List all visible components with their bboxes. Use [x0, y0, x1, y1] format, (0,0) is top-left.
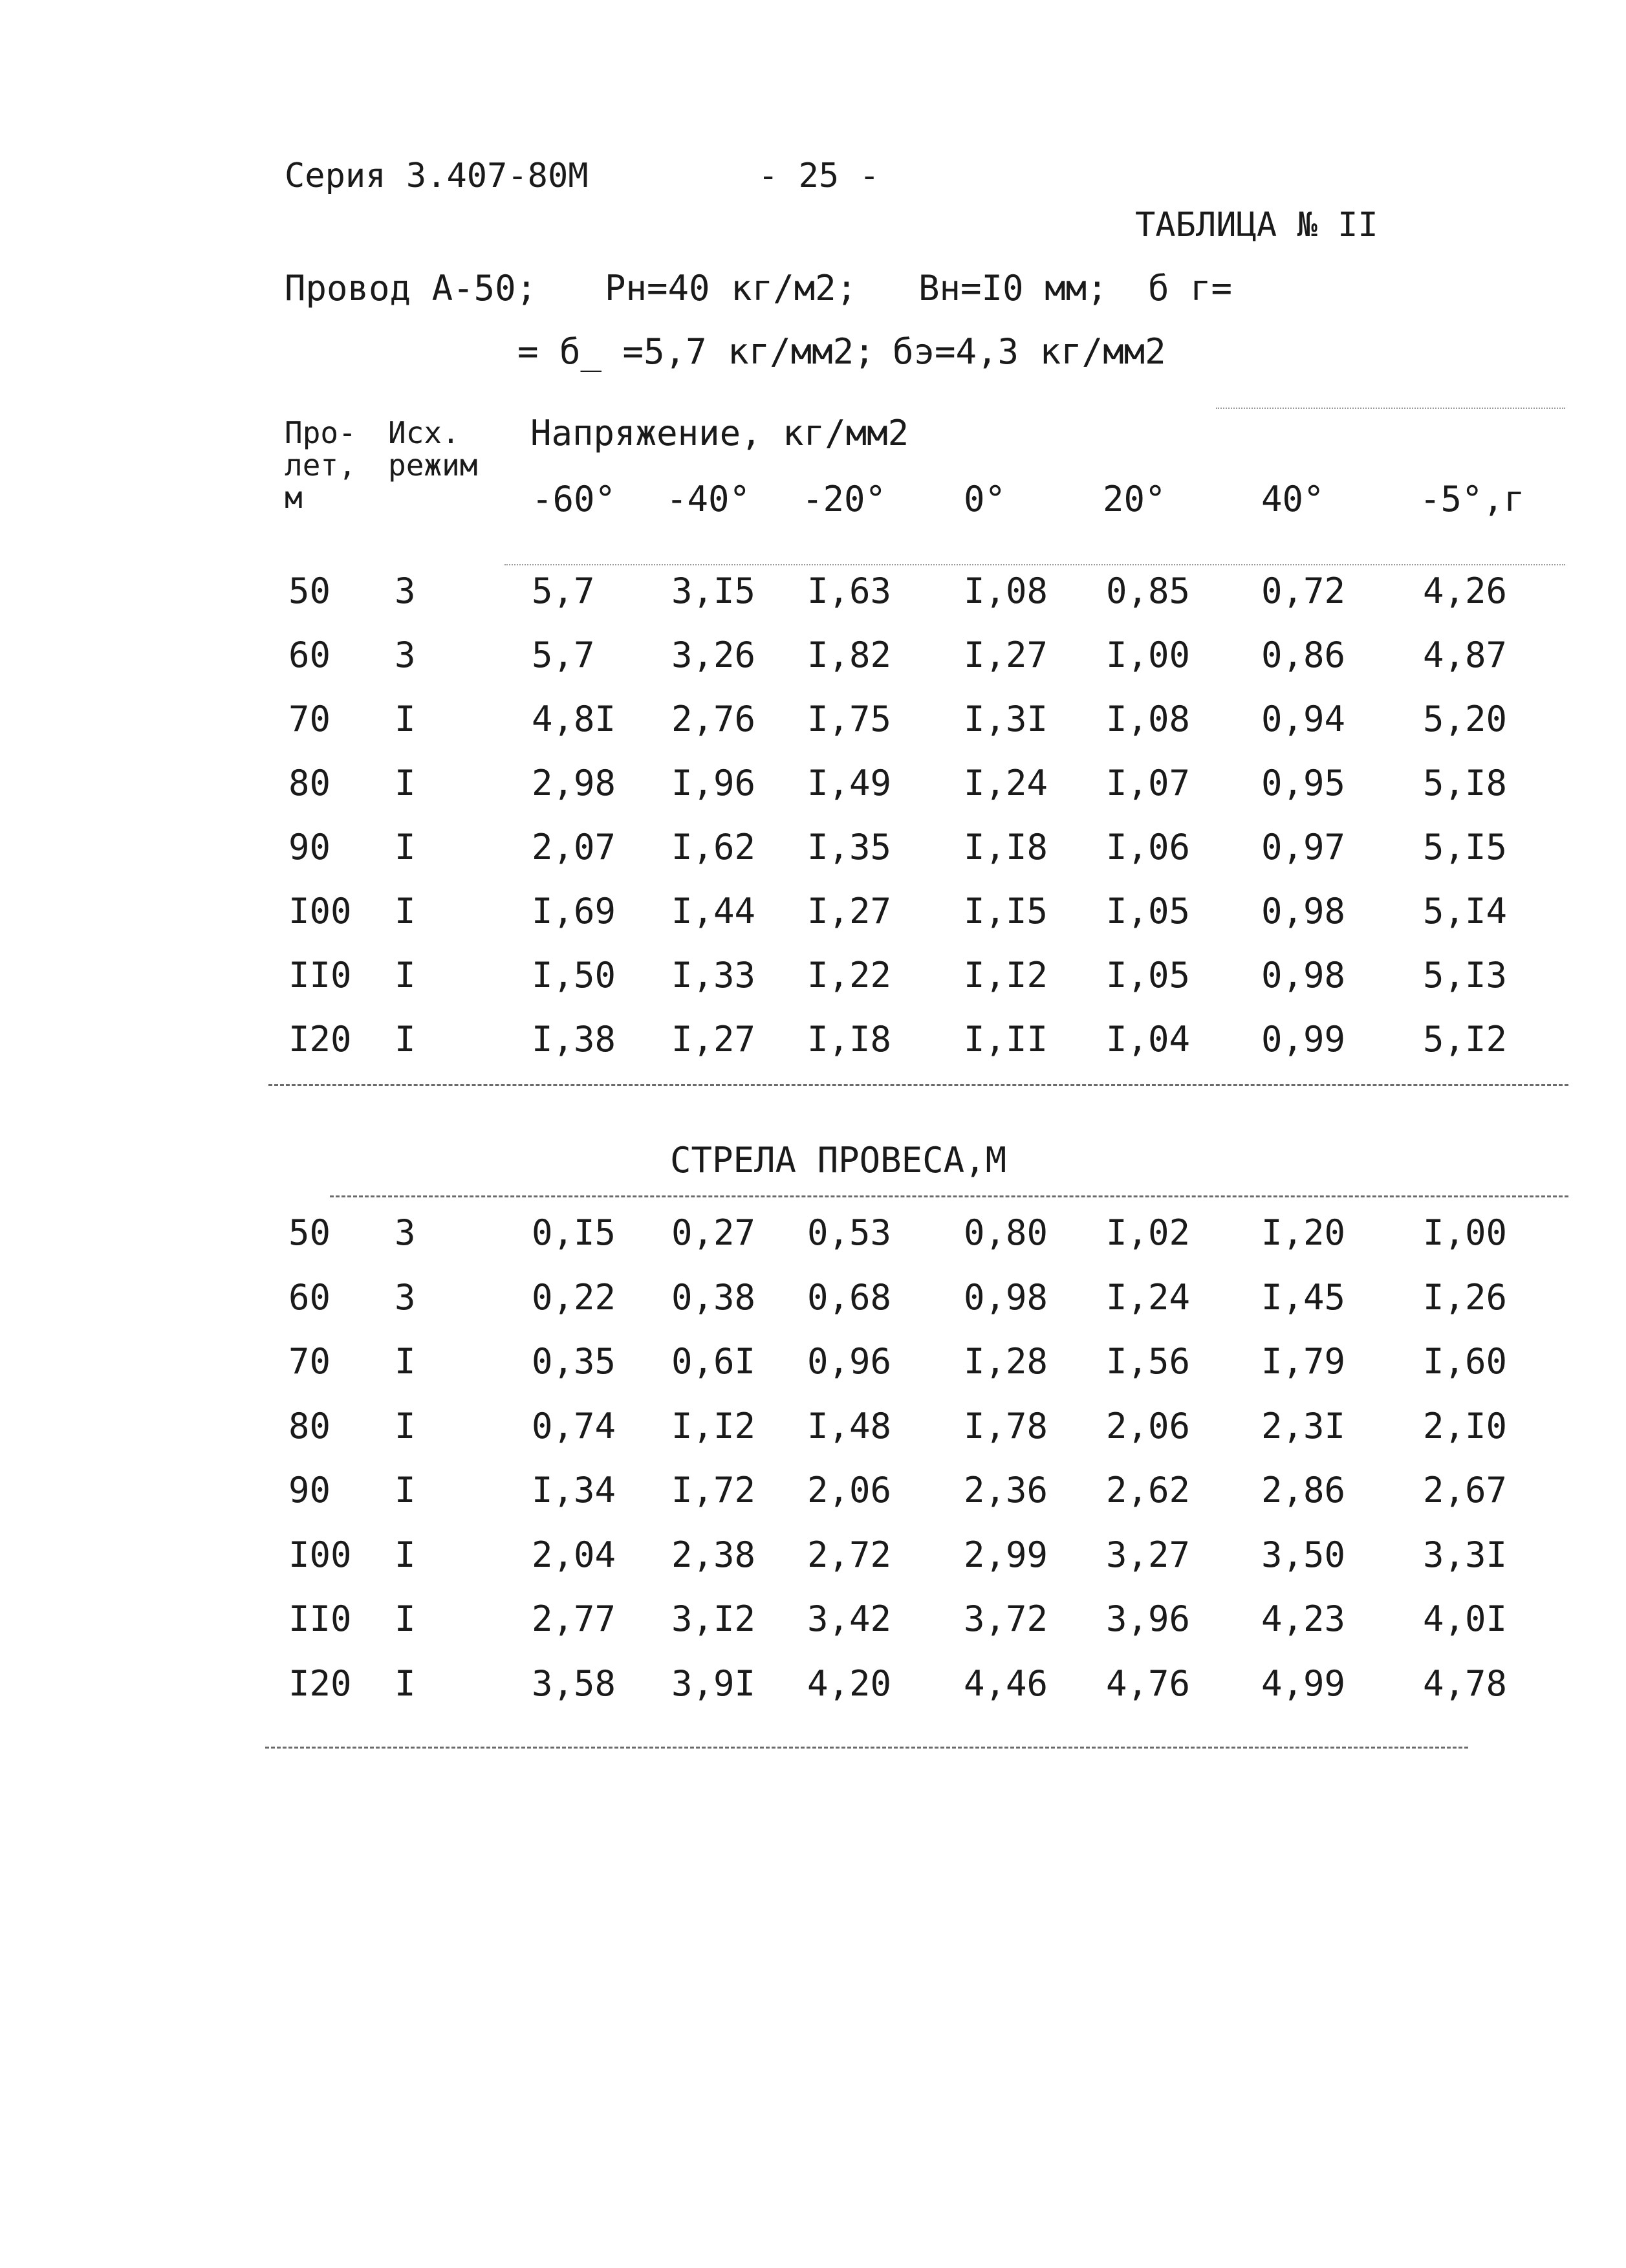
value-cell: 0,6I	[671, 1341, 756, 1382]
value-cell: 2,36	[964, 1470, 1048, 1510]
value-cell: 0,95	[1261, 763, 1346, 803]
span-cell: 80	[288, 763, 331, 803]
value-cell: I,3I	[964, 699, 1048, 739]
value-cell: 3,27	[1106, 1534, 1191, 1575]
wind-pressure: Рн=40 кг/м2;	[605, 268, 858, 309]
value-cell: I,26	[1423, 1276, 1508, 1318]
value-cell: I,02	[1106, 1212, 1191, 1253]
value-cell: I,II	[964, 1019, 1048, 1060]
value-cell: 0,35	[532, 1341, 616, 1382]
mode-cell: I	[395, 955, 416, 996]
mode-header-line2: режим	[388, 448, 478, 483]
value-cell: I,08	[1106, 699, 1191, 739]
value-cell: I,35	[807, 827, 892, 867]
value-cell: I,33	[671, 955, 756, 996]
mode-cell: 3	[395, 1212, 416, 1253]
span-cell: 90	[288, 1470, 331, 1510]
value-cell: 2,86	[1261, 1470, 1346, 1510]
table-row	[0, 1341, 1626, 1406]
table-row	[0, 955, 1626, 1020]
value-cell: 3,9I	[671, 1663, 756, 1704]
temp-header-3: 0°	[964, 479, 1006, 519]
value-cell: 5,I8	[1423, 763, 1508, 803]
value-cell: 5,I3	[1423, 955, 1508, 996]
value-cell: I,60	[1423, 1341, 1508, 1382]
value-cell: I,24	[964, 763, 1048, 803]
value-cell: I,48	[807, 1405, 892, 1446]
table-row	[0, 763, 1626, 827]
value-cell: I,72	[671, 1470, 756, 1510]
value-cell: 0,72	[1261, 571, 1346, 611]
span-cell: 60	[288, 635, 331, 675]
value-cell: 2,3I	[1261, 1405, 1346, 1446]
value-cell: I,05	[1106, 891, 1191, 932]
table-row	[0, 1019, 1626, 1084]
value-cell: 2,98	[532, 763, 616, 803]
value-cell: 0,98	[1261, 891, 1346, 932]
value-cell: 3,72	[964, 1598, 1048, 1639]
value-cell: 2,38	[671, 1534, 756, 1575]
value-cell: 4,87	[1423, 635, 1508, 675]
sigma-minus: = б_ =5,7 кг/мм2;	[517, 331, 875, 372]
value-cell: 0,98	[1261, 955, 1346, 996]
table-row	[0, 1534, 1626, 1599]
mode-cell: I	[395, 827, 416, 867]
mode-cell: I	[395, 1598, 416, 1639]
value-cell: I,00	[1106, 635, 1191, 675]
table-row	[0, 1277, 1626, 1342]
span-cell: I00	[288, 891, 352, 932]
value-cell: I,78	[964, 1405, 1048, 1446]
table-row	[0, 1598, 1626, 1663]
value-cell: 0,85	[1106, 571, 1191, 611]
value-cell: 2,I0	[1423, 1405, 1508, 1446]
value-cell: 5,7	[532, 571, 595, 611]
mode-cell: I	[395, 1663, 416, 1704]
value-cell: 2,72	[807, 1534, 892, 1575]
value-cell: I,62	[671, 827, 756, 867]
value-cell: I,34	[532, 1470, 616, 1510]
value-cell: I,00	[1423, 1212, 1508, 1253]
sag-title: СТРЕЛА ПРОВЕСА,М	[670, 1140, 1007, 1181]
span-cell: 80	[288, 1405, 331, 1446]
value-cell: 0,98	[964, 1276, 1048, 1318]
value-cell: I,75	[807, 699, 892, 739]
span-header-line3: м	[285, 480, 303, 515]
value-cell: 2,04	[532, 1534, 616, 1575]
mode-cell: I	[395, 1019, 416, 1060]
temp-header-4: 20°	[1103, 479, 1166, 519]
mode-cell: I	[395, 1405, 416, 1446]
value-cell: I,27	[671, 1019, 756, 1060]
value-cell: I,44	[671, 891, 756, 932]
value-cell: 0,38	[671, 1276, 756, 1318]
table-label: ТАБЛИЦА № II	[1135, 206, 1378, 245]
value-cell: I,79	[1261, 1341, 1346, 1382]
value-cell: 0,96	[807, 1341, 892, 1382]
table-row	[0, 827, 1626, 891]
table-row	[0, 891, 1626, 955]
value-cell: 0,74	[532, 1405, 616, 1446]
value-cell: I,27	[807, 891, 892, 932]
value-cell: I,I5	[964, 891, 1048, 932]
span-cell: 90	[288, 827, 331, 867]
value-cell: 0,27	[671, 1212, 756, 1253]
value-cell: 2,99	[964, 1534, 1048, 1575]
value-cell: 0,I5	[532, 1212, 616, 1253]
value-cell: I,27	[964, 635, 1048, 675]
ice-thickness: Вн=I0 мм;	[918, 268, 1108, 309]
value-cell: I,38	[532, 1019, 616, 1060]
value-cell: I,20	[1261, 1212, 1346, 1253]
value-cell: I,50	[532, 955, 616, 996]
span-cell: I20	[288, 1019, 352, 1060]
value-cell: 3,3I	[1423, 1534, 1508, 1575]
value-cell: I,45	[1261, 1276, 1346, 1318]
value-cell: I,06	[1106, 827, 1191, 867]
value-cell: 3,58	[532, 1663, 616, 1704]
value-cell: 4,26	[1423, 571, 1508, 611]
value-cell: I,I2	[964, 955, 1048, 996]
value-cell: I,63	[807, 571, 892, 611]
value-cell: I,I8	[807, 1019, 892, 1060]
value-cell: I,24	[1106, 1276, 1191, 1318]
temp-header-1: -40°	[666, 479, 751, 519]
value-cell: 3,I2	[671, 1598, 756, 1639]
temp-header-6: -5°,г	[1420, 479, 1525, 519]
value-cell: I,07	[1106, 763, 1191, 803]
value-cell: 5,I4	[1423, 891, 1508, 932]
value-cell: 2,06	[1106, 1405, 1191, 1446]
value-cell: I,28	[964, 1341, 1048, 1382]
series-label: Серия 3.407-80М	[285, 157, 589, 195]
span-cell: I00	[288, 1534, 352, 1575]
value-cell: 2,07	[532, 827, 616, 867]
value-cell: 0,94	[1261, 699, 1346, 739]
table-row	[0, 1406, 1626, 1470]
value-cell: 3,I5	[671, 571, 756, 611]
value-cell: 2,62	[1106, 1470, 1191, 1510]
wire-type: Провод А-50;	[285, 268, 537, 309]
mode-cell: I	[395, 1470, 416, 1510]
mode-cell: I	[395, 699, 416, 739]
value-cell: 4,8I	[532, 699, 616, 739]
span-cell: II0	[288, 955, 352, 996]
value-cell: 3,42	[807, 1598, 892, 1639]
value-cell: I,22	[807, 955, 892, 996]
value-cell: 4,99	[1261, 1663, 1346, 1704]
value-cell: I,69	[532, 891, 616, 932]
temp-header-0: -60°	[532, 479, 616, 519]
value-cell: 0,99	[1261, 1019, 1346, 1060]
value-cell: 5,I5	[1423, 827, 1508, 867]
mode-cell: I	[395, 763, 416, 803]
table-row	[0, 571, 1626, 635]
mode-cell: 3	[395, 571, 416, 611]
span-cell: 50	[288, 1212, 331, 1253]
span-header-line1: Про-	[285, 415, 356, 450]
span-cell: I20	[288, 1663, 352, 1704]
header-top-rule	[1216, 408, 1565, 409]
value-cell: I,I2	[671, 1405, 756, 1446]
value-cell: 2,67	[1423, 1470, 1508, 1510]
mode-cell: I	[395, 1534, 416, 1575]
span-cell: 70	[288, 1341, 331, 1382]
stress-header: Напряжение, кг/мм2	[530, 413, 909, 453]
mode-header-line1: Исх.	[388, 415, 460, 450]
table-row	[0, 635, 1626, 699]
value-cell: 3,50	[1261, 1534, 1346, 1575]
span-cell: II0	[288, 1598, 352, 1639]
value-cell: I,05	[1106, 955, 1191, 996]
sigma-g: б г=	[1148, 268, 1233, 309]
value-cell: 4,46	[964, 1663, 1048, 1704]
temp-header-5: 40°	[1261, 479, 1325, 519]
value-cell: 0,68	[807, 1276, 892, 1318]
value-cell: 5,I2	[1423, 1019, 1508, 1060]
value-cell: 0,53	[807, 1212, 892, 1253]
span-cell: 70	[288, 699, 331, 739]
value-cell: 4,23	[1261, 1598, 1346, 1639]
value-cell: 2,06	[807, 1470, 892, 1510]
value-cell: 4,20	[807, 1663, 892, 1704]
value-cell: I,82	[807, 635, 892, 675]
page-number: - 25 -	[758, 157, 880, 195]
span-cell: 50	[288, 571, 331, 611]
value-cell: 2,77	[532, 1598, 616, 1639]
mode-cell: 3	[395, 635, 416, 675]
value-cell: 2,76	[671, 699, 756, 739]
value-cell: 0,80	[964, 1212, 1048, 1253]
value-cell: I,56	[1106, 1341, 1191, 1382]
header-bottom-rule	[504, 564, 1565, 565]
sag-table-bottom-rule	[265, 1747, 1468, 1749]
value-cell: I,I8	[964, 827, 1048, 867]
value-cell: 4,76	[1106, 1663, 1191, 1704]
table-row	[0, 1663, 1626, 1728]
table-row	[0, 1212, 1626, 1277]
value-cell: 0,22	[532, 1276, 616, 1318]
span-cell: 60	[288, 1276, 331, 1318]
value-cell: I,04	[1106, 1019, 1191, 1060]
sag-title-rule	[330, 1195, 1568, 1197]
value-cell: 0,86	[1261, 635, 1346, 675]
mode-cell: 3	[395, 1276, 416, 1318]
table-row	[0, 1470, 1626, 1534]
value-cell: 3,26	[671, 635, 756, 675]
value-cell: 3,96	[1106, 1598, 1191, 1639]
value-cell: I,08	[964, 571, 1048, 611]
value-cell: 4,0I	[1423, 1598, 1508, 1639]
stress-table-bottom-rule	[268, 1084, 1568, 1086]
value-cell: I,49	[807, 763, 892, 803]
mode-cell: I	[395, 891, 416, 932]
value-cell: 0,97	[1261, 827, 1346, 867]
sigma-e: бэ=4,3 кг/мм2	[893, 331, 1166, 372]
value-cell: I,96	[671, 763, 756, 803]
value-cell: 4,78	[1423, 1663, 1508, 1704]
temp-header-2: -20°	[802, 479, 887, 519]
table-row	[0, 699, 1626, 763]
span-header-line2: лет,	[285, 448, 356, 483]
mode-cell: I	[395, 1341, 416, 1382]
value-cell: 5,7	[532, 635, 595, 675]
value-cell: 5,20	[1423, 699, 1508, 739]
